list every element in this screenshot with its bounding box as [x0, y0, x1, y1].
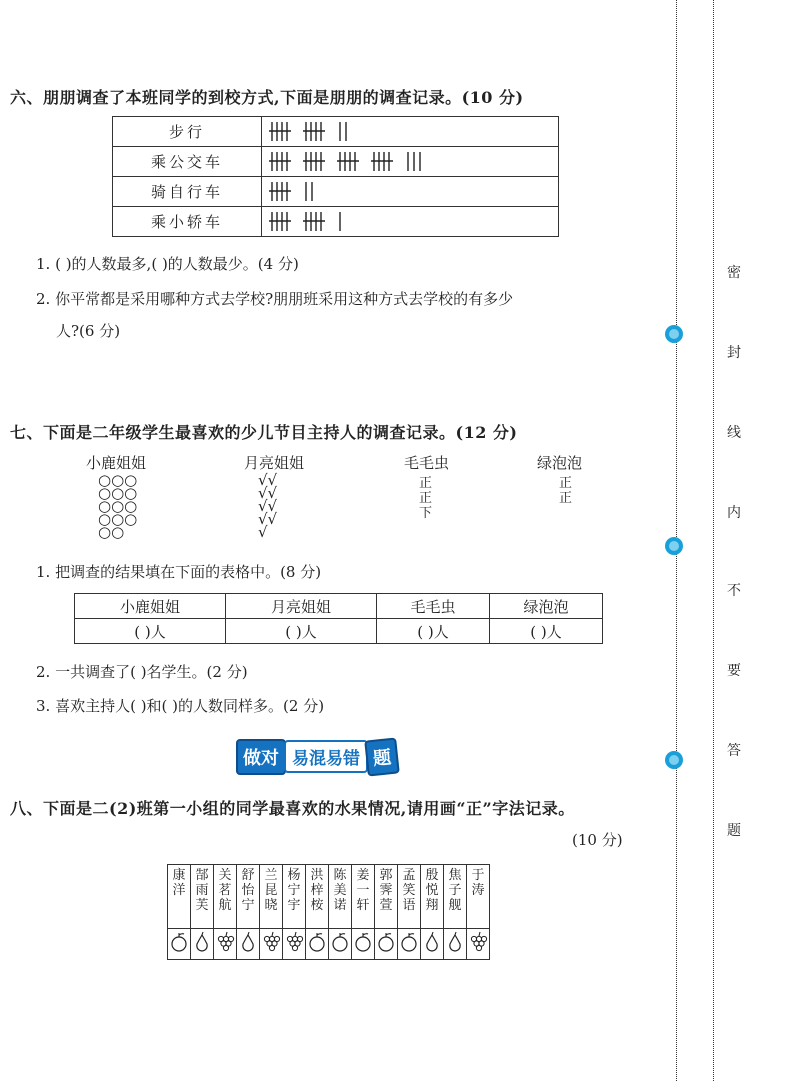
q7-sub3: 3. 喜欢主持人( )和( )的人数同样多。(2 分) [36, 697, 325, 715]
student-name: 焦 子 舰 [444, 865, 467, 929]
check-marks: √√ √√ √√ √√ √ [258, 471, 278, 541]
student-name: 殷 悦 翔 [421, 865, 444, 929]
table-row [75, 594, 603, 619]
tally-marks [262, 147, 559, 177]
tally-marks [262, 177, 559, 207]
pear-icon [444, 929, 467, 960]
side-char: 封 [727, 345, 741, 361]
tally-svg [262, 177, 558, 206]
tally-row [113, 207, 559, 237]
host-header: 月亮姐姐 [226, 594, 377, 619]
apple-icon [329, 929, 352, 960]
tally-svg [262, 117, 558, 146]
tally-label: 乘小轿车 [113, 207, 262, 237]
tally-svg [262, 147, 558, 176]
q6-sub2-line2: 人?(6 分) [56, 322, 121, 340]
host-name-2: 月亮姐姐 [244, 454, 305, 472]
fold-line-right [713, 0, 714, 1081]
student-name: 于 涛 [467, 865, 490, 929]
host-name-4: 绿泡泡 [537, 454, 583, 472]
student-name: 舒 怡 宁 [237, 865, 260, 929]
q6-sub2-line1: 2. 你平常都是采用哪种方式去学校?朋朋班采用这种方式去学校的有多少 [36, 290, 514, 308]
side-char: 答 [727, 743, 741, 759]
apple-icon [306, 929, 329, 960]
tally-row [113, 177, 559, 207]
q6-sub1: 1. ( )的人数最多,( )的人数最少。(4 分) [36, 255, 299, 273]
apple-icon [168, 929, 191, 960]
pear-icon [191, 929, 214, 960]
grape-icon [260, 929, 283, 960]
apple-icon [398, 929, 421, 960]
margin-dot [665, 325, 683, 343]
host-header: 毛毛虫 [377, 594, 490, 619]
host-header: 绿泡泡 [490, 594, 603, 619]
tally-marks [262, 117, 559, 147]
q6-title: 六、朋朋调查了本班同学的到校方式,下面是朋朋的调查记录。(10 分) [10, 88, 524, 107]
bubble-marks: 正 正 [559, 476, 573, 506]
tally-row [113, 147, 559, 177]
grape-icon [467, 929, 490, 960]
section-banner [236, 741, 398, 772]
student-name: 康 洋 [168, 865, 191, 929]
side-char: 密 [727, 265, 741, 281]
host-name-1: 小鹿姐姐 [86, 454, 147, 472]
grape-icon [214, 929, 237, 960]
student-name: 兰 昆 晓 [260, 865, 283, 929]
table-row [75, 619, 603, 644]
fruit-row [168, 929, 490, 960]
host-name-3: 毛毛虫 [404, 454, 450, 472]
tally-label: 步行 [113, 117, 262, 147]
pear-icon [237, 929, 260, 960]
answer-cell[interactable]: ( )人 [377, 619, 490, 644]
q6-tally-table [112, 116, 559, 237]
student-name: 杨 宁 宇 [283, 865, 306, 929]
pear-icon [421, 929, 444, 960]
tally-label: 骑自行车 [113, 177, 262, 207]
side-char: 线 [727, 425, 741, 441]
tally-marks [262, 207, 559, 237]
banner-part1: 做对 [236, 739, 286, 775]
side-char: 内 [727, 505, 741, 521]
apple-icon [375, 929, 398, 960]
caterpillar-marks: 正 正 下 [419, 476, 433, 521]
student-name: 关 茗 航 [214, 865, 237, 929]
answer-cell[interactable]: ( )人 [490, 619, 603, 644]
student-row [168, 865, 490, 929]
apple-icon [352, 929, 375, 960]
side-char: 要 [727, 663, 741, 679]
banner-part3: 题 [364, 737, 400, 776]
tally-label: 乘公交车 [113, 147, 262, 177]
banner-part2: 易混易错 [284, 740, 368, 773]
margin-dot [665, 537, 683, 555]
host-header: 小鹿姐姐 [75, 594, 226, 619]
student-name: 洪 梓 桉 [306, 865, 329, 929]
answer-cell[interactable]: ( )人 [75, 619, 226, 644]
student-name: 陈 美 诺 [329, 865, 352, 929]
q7-title: 七、下面是二年级学生最喜欢的少儿节目主持人的调查记录。(12 分) [10, 423, 518, 442]
side-char: 不 [727, 583, 741, 599]
circle-marks: ○○○ ○○○ ○○○ ○○○ ○○ [98, 471, 138, 541]
student-name: 孟 笑 语 [398, 865, 421, 929]
fruit-table [167, 864, 490, 960]
answer-cell[interactable]: ( )人 [226, 619, 377, 644]
q7-sub1: 1. 把调查的结果填在下面的表格中。(8 分) [36, 563, 322, 581]
student-name: 郜 雨 芙 [191, 865, 214, 929]
host-table [74, 593, 603, 644]
student-name: 姜 一 轩 [352, 865, 375, 929]
side-char: 题 [727, 823, 741, 839]
q8-title: 八、下面是二(2)班第一小组的同学最喜欢的水果情况,请用画“正”字法记录。 [10, 799, 575, 818]
grape-icon [283, 929, 306, 960]
q7-sub2: 2. 一共调查了( )名学生。(2 分) [36, 663, 248, 681]
margin-dot [665, 751, 683, 769]
q8-points: (10 分) [572, 831, 623, 849]
student-name: 郭 霁 萱 [375, 865, 398, 929]
tally-svg [262, 207, 558, 236]
tally-row [113, 117, 559, 147]
